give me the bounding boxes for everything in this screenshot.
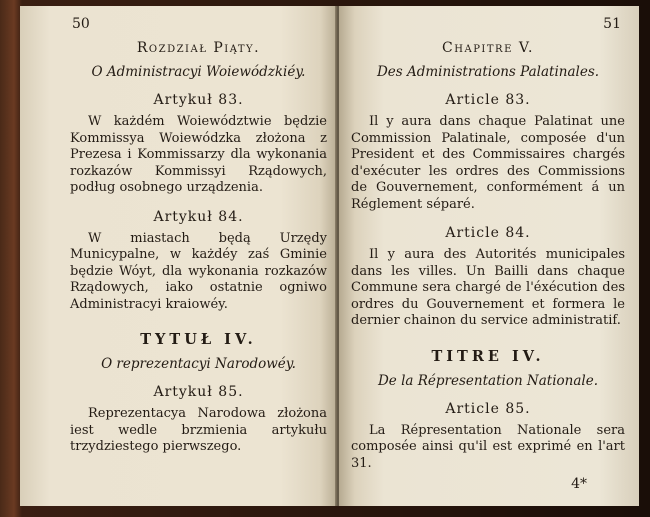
- signature-mark: 4*: [571, 476, 587, 492]
- right-article-85-text: La Répresentation Nationale sera composée ainsi qu'il est exprimé en l'art 31.: [351, 422, 625, 471]
- left-article-85-text: Reprezentacya Narodowa złożona iest wedle brzmienia artykułu trzydziestego pierwszego.: [70, 406, 327, 454]
- right-article-83-heading: Article 83.: [445, 92, 531, 108]
- right-article-84-heading: Article 84.: [445, 225, 531, 241]
- left-title-subtitle: O reprezentacyi Narodowéy.: [101, 356, 296, 372]
- left-title-heading: TYTUŁ IV.: [140, 331, 257, 348]
- left-article-83-heading: Artykuł 83.: [153, 92, 244, 108]
- right-article-85-heading: Article 85.: [445, 400, 531, 417]
- right-title-heading: TITRE IV.: [431, 347, 545, 365]
- left-page: [20, 6, 337, 506]
- right-article-83-text: Il y aura dans chaque Palatinat une Commission Palatinale, composée d'un President et des Commissaires chargés d'exécuter les ordres des Commissions de Gouvernement, conformément á un Réglement séparé.: [351, 114, 625, 212]
- right-chapter-subtitle: Des Administrations Palatinales.: [376, 64, 600, 80]
- left-page-number: 50: [72, 16, 90, 32]
- left-article-84-text: W miastach będą Urzędy Municypalne, w każdéy zaś Gminie będzie Wóyt, dla wykonania rozkazów Rządowych, iako ostatnie ogniwo Administracyi kraiowéy.: [70, 230, 327, 312]
- right-chapter-heading: Chapitre V.: [442, 40, 534, 56]
- left-article-84-heading: Artykuł 84.: [153, 208, 244, 225]
- right-title-subtitle: De la Répresentation Nationale.: [377, 372, 598, 389]
- left-chapter-heading: Rozdział Piąty.: [136, 40, 261, 56]
- right-page: [339, 6, 639, 506]
- right-article-84-text: Il y aura des Autorités municipales dans les villes. Un Bailli dans chaque Commune sera chargé de l'éxécution des ordres du Gouvernement et formera le dernier chainon du service administratif.: [351, 247, 625, 328]
- left-chapter-subtitle: O Administracyi Woiewódzkiéy.: [91, 64, 306, 80]
- left-article-85-heading: Artykuł 85.: [153, 384, 244, 400]
- left-article-83-text: W każdém Woiewództwie będzie Kommissya Woiewódzka złożona z Prezesa i Kommissarzy dla wykonania rozkazów Kommissyi Rządowych, podług osobnego urządzenia.: [70, 114, 327, 195]
- right-page-number: 51: [603, 16, 621, 32]
